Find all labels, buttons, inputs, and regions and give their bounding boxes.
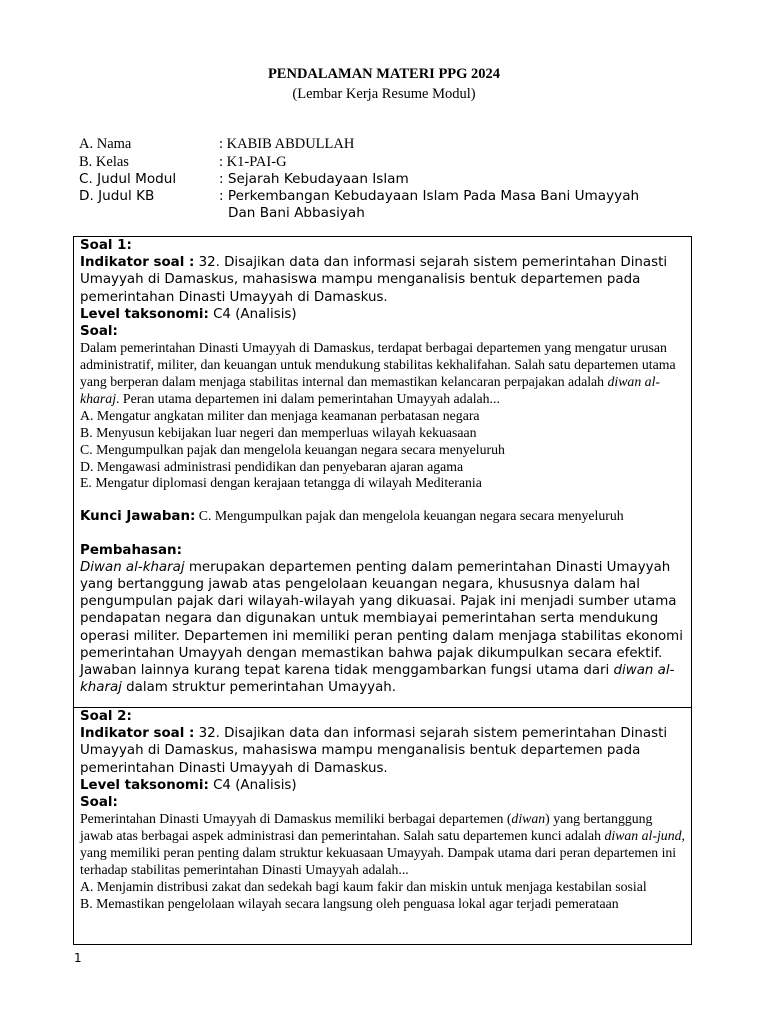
pembahasan-part: merupakan departemen penting dalam pemerintahan Dinasti Umayyah yang bertanggung jawab atas pengelolaan keuangan negara, khususnya dalam hal pengumpulan pajak dari wilayah-wilayah yang dikuasai. Pajak ini menjadi sumber utama pendapatan negara dan digunakan untuk membiayai pemerintahan serta mendukung operasi militer. Departemen ini memiliki peran penting dalam menjaga stabilitas ekonomi pemerintahan Umayyah dengan memastikan bahwa pajak dikumpulkan secara efektif. Jawaban lainnya kurang tepat karena tidak menggambarkan fungsi utama dari — [80, 559, 683, 678]
info-row-judul-modul — [79, 171, 699, 188]
question-text-part: ) yang bertanggung jawab atas berbagai aspek administrasi dan pemerintahan. Salah satu departemen kunci adalah — [80, 811, 653, 844]
indikator-label: Indikator soal : — [80, 726, 195, 742]
spacer — [80, 492, 685, 508]
info-value: : Sejarah Kebudayaan Islam — [219, 171, 409, 187]
pembahasan-italic: Diwan al-kharaj — [80, 559, 185, 575]
question-text — [80, 811, 685, 879]
info-value: : K1-PAI-G — [219, 153, 287, 170]
option-a: A. Mengatur angkatan militer dan menjaga keamanan perbatasan negara — [80, 407, 480, 423]
indikator-paragraph — [80, 254, 685, 306]
question-text — [80, 340, 685, 408]
option-b: B. Memastikan pengelolaan wilayah secara langsung oleh penguasa lokal agar terjadi pemerataan — [80, 895, 619, 911]
level-text: C4 (Analisis) — [208, 306, 297, 322]
info-value — [219, 188, 699, 222]
indikator-text: 32. Disajikan data dan informasi sejarah sistem pemerintahan Dinasti Umayyah di Damaskus, mahasiswa mampu menganalisis bentuk departemen pada pemerintahan Dinasti Umayyah di Damaskus. — [80, 255, 668, 305]
question-text-italic: diwan al-jund — [604, 828, 682, 844]
level-text: C4 (Analisis) — [208, 777, 297, 793]
pembahasan-text — [80, 559, 685, 697]
spacer — [80, 526, 685, 542]
info-key: D. Judul KB — [79, 188, 155, 205]
question-text-part: Dalam pemerintahan Dinasti Umayyah di Damaskus, terdapat berbagai departemen yang mengatur urusan administratif, militer, dan keuangan untuk mendukung stabilitas kekhalifahan. Salah satu departemen utama yang berperan dalam menjaga stabilitas internal dan memastikan kelancaran perpajakan adalah — [80, 340, 676, 390]
question-text-italic: diwan al-kharaj — [80, 374, 661, 406]
option-a: A. Menjamin distribusi zakat dan sedekah bagi kaum fakir dan miskin untuk menjaga kestabilan sosial — [80, 878, 647, 894]
info-key: C. Judul Modul — [79, 171, 177, 187]
level-label: Level taksonomi: — [80, 306, 209, 322]
pembahasan-italic: diwan al-kharaj — [80, 663, 675, 696]
soal-label: Soal: — [80, 324, 118, 340]
page-number: 1 — [74, 951, 82, 965]
option-d: D. Mengawasi administrasi pendidikan dan penyebaran ajaran agama — [80, 458, 464, 474]
identity-section — [79, 136, 699, 223]
question-text-italic: diwan — [511, 811, 546, 827]
info-row-nama — [79, 136, 699, 154]
question-text-part: Pemerintahan Dinasti Umayyah di Damaskus memiliki berbagai departemen ( — [80, 811, 512, 827]
level-label: Level taksonomi: — [80, 777, 209, 793]
question-heading: Soal 2: — [80, 709, 132, 724]
answer-key-text: C. Mengumpulkan pajak dan mengelola keuangan negara secara menyeluruh — [195, 508, 624, 524]
option-e: E. Mengatur diplomasi dengan kerajaan tetangga di wilayah Mediterania — [80, 475, 482, 491]
level-paragraph — [80, 777, 685, 794]
indikator-label: Indikator soal : — [80, 255, 195, 271]
info-value: : KABIB ABDULLAH — [219, 136, 355, 152]
answer-key-label: Kunci Jawaban: — [80, 509, 196, 525]
option-b: B. Menyusun kebijakan luar negeri dan memperluas wilayah kekuasaan — [80, 424, 477, 440]
indikator-paragraph — [80, 725, 685, 777]
pembahasan-part: dalam struktur pemerintahan Umayyah. — [121, 680, 397, 696]
soal-label: Soal: — [80, 795, 118, 811]
document-title: PENDALAMAN MATERI PPG 2024 — [267, 66, 501, 82]
question-box-1 — [73, 236, 692, 708]
info-key: B. Kelas — [79, 153, 129, 170]
level-paragraph — [80, 306, 685, 323]
info-row-judul-kb — [79, 188, 699, 222]
pembahasan-label: Pembahasan: — [80, 542, 182, 558]
question-text-part: , yang memiliki peran penting dalam struktur kekuasaan Umayyah. Dampak utama dari peran departemen ini terhadap stabilitas pemerintahan Dinasti Umayyah adalah... — [80, 828, 685, 877]
info-value-line: : Perkembangan Kebudayaan Islam Pada Masa Bani Umayyah — [219, 188, 640, 205]
option-c: C. Mengumpulkan pajak dan mengelola keuangan negara secara menyeluruh — [80, 441, 505, 457]
info-key: A. Nama — [79, 136, 132, 152]
indikator-text: 32. Disajikan data dan informasi sejarah sistem pemerintahan Dinasti Umayyah di Damaskus, mahasiswa mampu menganalisis bentuk departemen pada pemerintahan Dinasti Umayyah di Damaskus. — [80, 726, 668, 776]
info-row-kelas — [79, 154, 699, 172]
question-box-2 — [73, 707, 692, 945]
document-subtitle: (Lembar Kerja Resume Modul) — [292, 86, 476, 102]
question-text-part: . Peran utama departemen ini dalam pemerintahan Umayyah adalah... — [116, 390, 500, 406]
answer-key — [80, 508, 685, 525]
info-value-continuation: Dan Bani Abbasiyah — [228, 205, 365, 222]
question-heading: Soal 1: — [80, 238, 132, 253]
